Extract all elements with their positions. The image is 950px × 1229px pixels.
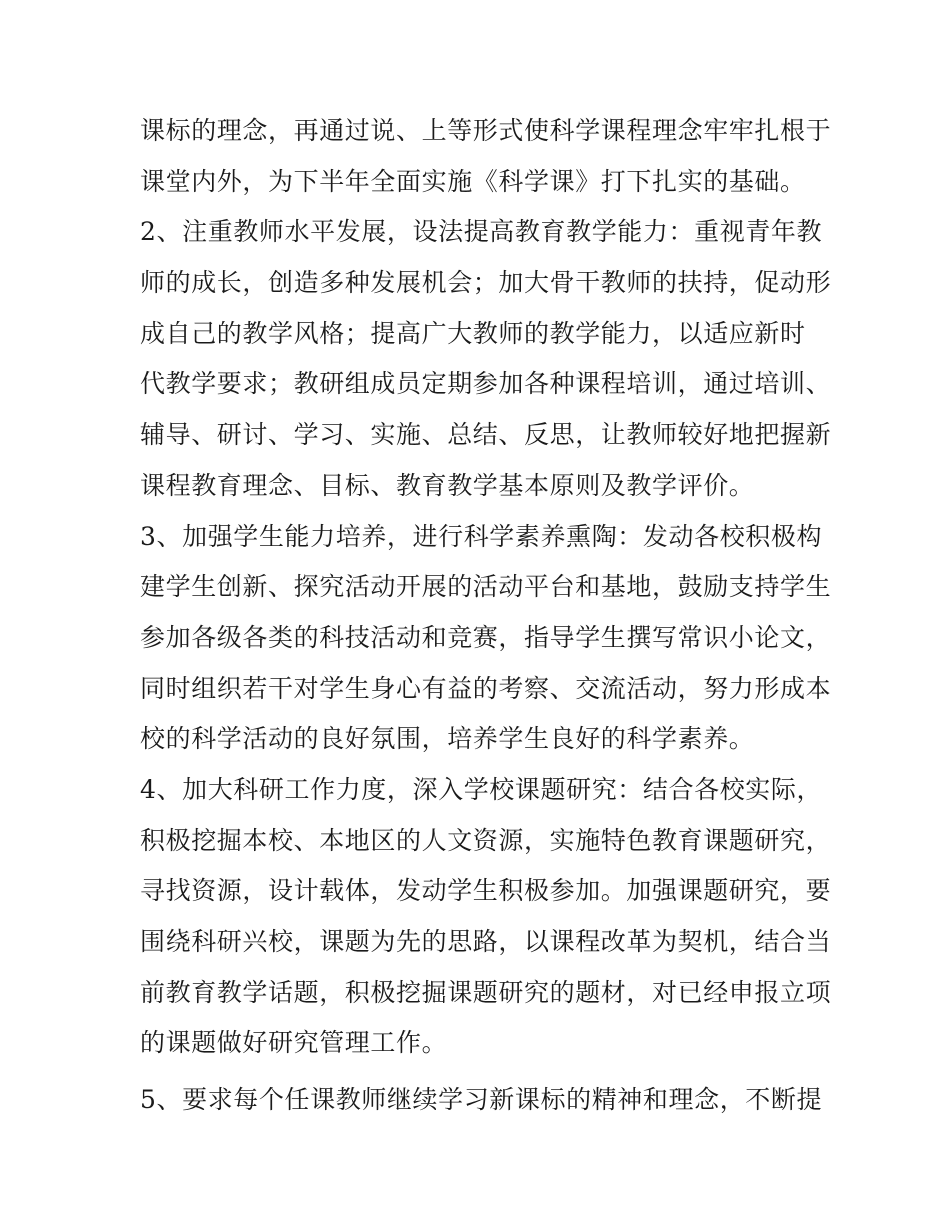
text-line: 4、加大科研工作力度，深入学校课题研究：结合各校实际， — [140, 774, 823, 804]
text-line: 建学生创新、探究活动开展的活动平台和基地，鼓励支持学生 — [140, 572, 832, 602]
text-line: 2、注重教师水平发展，设法提高教育教学能力：重视青年教 — [140, 217, 823, 247]
text-line: 代教学要求；教研组成员定期参加各种课程培训，通过培训、 — [140, 369, 832, 399]
document-body — [140, 106, 832, 1126]
text-line: 师的成长，创造多种发展机会；加大骨干教师的扶持，促动形 — [140, 268, 832, 298]
text-line: 课程教育理念、目标、教育教学基本原则及教学评价。 — [140, 470, 755, 500]
text-line: 围绕科研兴校，课题为先的思路，以课程改革为契机，结合当 — [140, 927, 832, 956]
text-line: 参加各级各类的科技活动和竞赛，指导学生撰写常识小论文， — [140, 622, 832, 652]
text-line: 辅导、研讨、学习、实施、总结、反思，让教师较好地把握新 — [140, 420, 832, 450]
text-line: 的课题做好研究管理工作。 — [140, 1028, 448, 1058]
text-line: 前教育教学话题，积极挖掘课题研究的题材，对已经申报立项 — [140, 977, 832, 1007]
text-line: 积极挖掘本校、本地区的人文资源，实施特色教育课题研究， — [140, 825, 832, 855]
text-line: 课标的理念，再通过说、上等形式使科学课程理念牢牢扎根于 — [140, 116, 832, 145]
text-line: 3、加强学生能力培养，进行科学素养熏陶：发动各校积极构 — [140, 521, 823, 551]
text-line: 同时组织若干对学生身心有益的考察、交流活动，努力形成本 — [140, 673, 832, 703]
text-line: 5、要求每个任课教师继续学习新课标的精神和理念，不断提 — [140, 1085, 823, 1115]
text-line: 成自己的教学风格；提高广大教师的教学能力，以适应新时 — [140, 318, 806, 348]
text-line: 校的科学活动的良好氛围，培养学生良好的科学素养。 — [140, 724, 755, 754]
text-line: 课堂内外，为下半年全面实施《科学课》打下扎实的基础。 — [140, 166, 806, 196]
text-line: 寻找资源，设计载体，发动学生积极参加。加强课题研究，要 — [140, 876, 832, 906]
